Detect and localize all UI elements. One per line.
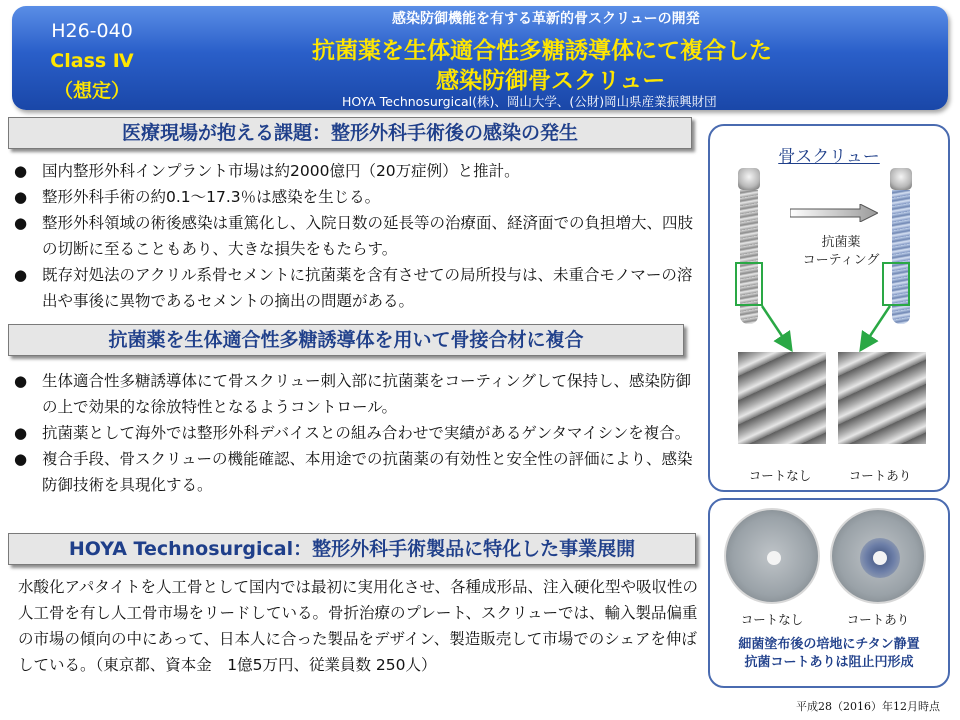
culture-dish-uncoated [724, 508, 820, 604]
bullet-icon: ● [14, 372, 28, 390]
bullet-text: 国内整形外科インプラント市場は約2000億円（20万症例）と推計。 [42, 162, 520, 180]
screw-figure-title: 骨スクリュー [778, 147, 880, 167]
section-heading-company: HOYA Technosurgical：整形外科手術製品に特化した事業展開 [8, 533, 696, 565]
company-description: 水酸化アパタイトを人工骨として国内では最初に実用化させ、各種成形品、注入硬化型や吸収性の人工骨を有し人工骨市場をリードしている。骨折治療のプレート、スクリューでは、輸入製品偏重の市場の傾向の中にあって、日本人に合った製品をデザイン、製造販売して市場でのシェアを伸ばしている。（東京都、資本金 1億5万円、従業員数 250人） [18, 578, 698, 674]
sem-image-coated [838, 352, 926, 444]
bullet-text: 整形外科手術の約0.1～17.3％は感染を生じる。 [42, 188, 381, 206]
bullet-text: 抗菌薬として海外では整形外科デバイスとの組み合わせで実績があるゲンタマイシンを複合。 [42, 424, 691, 442]
section-heading-solution: 抗菌薬を生体適合性多糖誘導体を用いて骨接合材に複合 [8, 324, 684, 356]
caption-uncoated: コートなし [748, 468, 812, 483]
sem-image-uncoated [738, 352, 826, 444]
culture-figure-panel [708, 498, 950, 688]
caption-uncoated: コートなし [740, 612, 804, 627]
culture-note-line-1: 細菌塗布後の培地にチタン静置 [738, 637, 920, 652]
bullet-icon: ● [14, 266, 28, 284]
screw-figure-panel [708, 124, 950, 492]
list-item [14, 184, 704, 210]
list-item [14, 368, 704, 420]
date-footnote: 平成28（2016）年12月時点 [796, 700, 940, 713]
bullet-icon: ● [14, 424, 28, 442]
zoom-arrows [710, 126, 952, 366]
bullet-icon: ● [14, 188, 28, 206]
list-item [14, 262, 704, 314]
bullet-icon: ● [14, 214, 28, 232]
project-id-block [12, 6, 172, 110]
issue-bullet-list [14, 158, 704, 314]
section-heading-issue: 医療現場が抱える課題：整形外科手術後の感染の発生 [8, 117, 692, 149]
culture-dish-coated [830, 508, 926, 604]
device-class: Class Ⅳ [50, 50, 134, 72]
bullet-text: 既存対処法のアクリル系骨セメントに抗菌薬を含有させての局所投与は、未重合モノマーの溶出や事後に異物であるセメントの摘出の問題がある。 [42, 266, 693, 310]
bullet-text: 整形外科領域の術後感染は重篤化し、入院日数の延長等の治療面、経済面での負担増大、四肢の切断に至ることもあり、大きな損失をもたらす。 [42, 214, 694, 258]
bullet-icon: ● [14, 450, 28, 468]
list-item [14, 210, 704, 262]
header-banner [12, 6, 948, 110]
bullet-text: 生体適合性多糖誘導体にて骨スクリュー刺入部に抗菌薬をコーティングして保持し、感染防御の上で効果的な徐放特性となるようコントロール。 [42, 372, 691, 416]
culture-note-line-2: 抗菌コートありは阻止円形成 [744, 655, 914, 670]
header-subtitle: 感染防御機能を有する革新的骨スクリューの開発 [392, 11, 700, 27]
bullet-text: 複合手段、骨スクリューの機能確認、本用途での抗菌薬の有効性と安全性の評価により、感染防御技術を具現化する。 [42, 450, 693, 494]
coating-label: 抗菌薬 コーティング [802, 235, 880, 268]
bullet-icon: ● [14, 162, 28, 180]
culture-result-note [710, 636, 948, 672]
project-code: H26-040 [51, 20, 133, 42]
caption-coated: コートあり [846, 612, 910, 627]
list-item [14, 420, 704, 446]
assumed-label: （想定） [53, 80, 130, 102]
list-item [14, 158, 704, 184]
title-line-1: 抗菌薬を生体適合性多糖誘導体にて複合した [312, 38, 772, 64]
title-line-2: 感染防御骨スクリュー [436, 68, 666, 94]
list-item [14, 446, 704, 498]
caption-coated: コートあり [848, 468, 912, 483]
organizations: HOYA Technosurgical(株)、岡山大学、(公財)岡山県産業振興財団 [342, 94, 717, 109]
solution-bullet-list [14, 368, 704, 498]
